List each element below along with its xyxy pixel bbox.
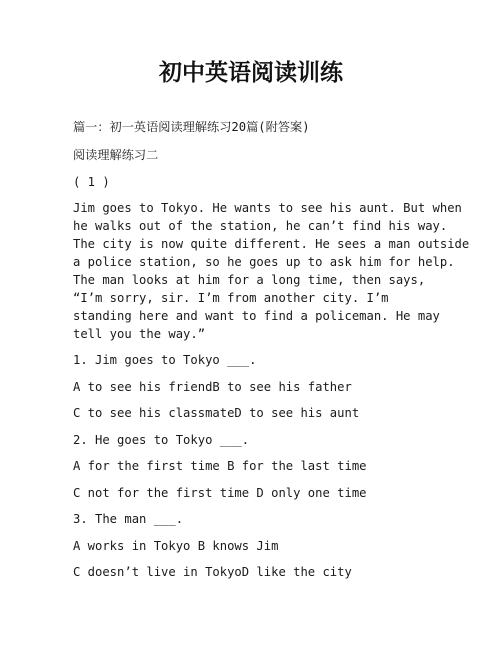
article-heading: 篇一：初一英语阅读理解练习20篇(附答案)	[73, 120, 310, 134]
passage-line: “I’m sorry, sir. I’m from another city. I’m	[73, 291, 389, 305]
question-3-options-cd: C doesn’t live in TokyoD like the city	[73, 565, 352, 579]
exercise-subheading: 阅读理解练习二	[73, 148, 159, 162]
passage-line: a police station, so he goes up to ask him for help.	[73, 255, 455, 269]
question-3-options-ab: A works in Tokyo B knows Jim	[73, 539, 279, 553]
section-number: ( 1 )	[73, 175, 110, 189]
question-2-options-ab: A for the first time B for the last time	[73, 459, 367, 473]
passage-line: he walks out of the station, he can’t find his way.	[73, 219, 448, 233]
passage-line: tell you the way.”	[73, 327, 206, 341]
passage-line: Jim goes to Tokyo. He wants to see his aunt. But when	[73, 201, 462, 215]
passage-line: The city is now quite different. He sees a man outside	[73, 237, 470, 251]
question-2-stem: 2. He goes to Tokyo ___.	[73, 433, 250, 447]
question-1-options-ab: A to see his friendB to see his father	[73, 380, 352, 394]
question-3-stem: 3. The man ___.	[73, 512, 184, 526]
question-2-options-cd: C not for the first time D only one time	[73, 486, 367, 500]
passage-line: The man looks at him for a long time, then says,	[73, 273, 426, 287]
question-1-stem: 1. Jim goes to Tokyo ___.	[73, 353, 257, 367]
passage-line: standing here and want to find a policeman. He may	[73, 309, 440, 323]
page-title: 初中英语阅读训练	[159, 59, 343, 86]
question-1-options-cd: C to see his classmateD to see his aunt	[73, 406, 360, 420]
reading-passage	[73, 199, 470, 343]
